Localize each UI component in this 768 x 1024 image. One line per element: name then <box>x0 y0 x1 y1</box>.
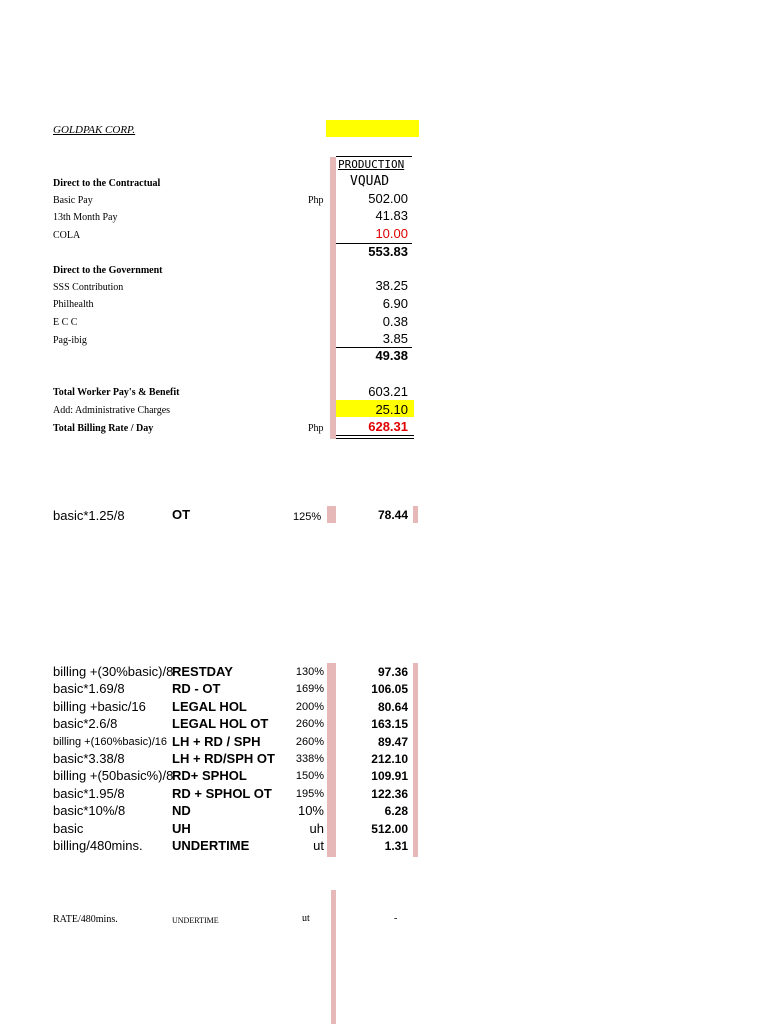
rate-code: RD - OT <box>172 681 221 696</box>
rate-value: 97.36 <box>377 665 408 679</box>
admin-label: Add: Administrative Charges <box>53 405 171 416</box>
total-billing-value: 628.31 <box>368 419 408 434</box>
total-billing-currency: Php <box>308 423 324 434</box>
philhealth-label: Philhealth <box>53 299 94 310</box>
ot-formula: basic*1.25/8 <box>53 508 125 523</box>
ot-divider-right <box>413 506 418 523</box>
rate-formula: billing +(160%basic)/16 <box>53 736 168 748</box>
rate-formula: billing +(50basic%)/8 <box>53 768 174 783</box>
ot-value: 78.44 <box>377 508 408 522</box>
rate-pct: 130% <box>295 666 324 678</box>
rate-formula: basic*1.69/8 <box>53 681 125 696</box>
ot-code: OT <box>172 507 191 522</box>
rate-formula: basic*1.95/8 <box>53 786 125 801</box>
rate-formula: billing +basic/16 <box>53 699 146 714</box>
rate-pct: 260% <box>295 718 324 730</box>
basic-pay-value: 502.00 <box>368 191 408 206</box>
rate-code: UH <box>172 821 191 836</box>
rate-value: 106.05 <box>371 682 408 696</box>
rate-formula: basic*2.6/8 <box>53 716 118 731</box>
rate-value: 212.10 <box>371 752 408 766</box>
header-highlight <box>326 120 419 137</box>
rate-formula: billing +(30%basic)/8 <box>53 664 174 679</box>
ecc-value: 0.38 <box>382 314 408 329</box>
rate-pct: 200% <box>295 701 324 713</box>
rate-pct: uh <box>309 821 324 836</box>
billing-rule-2 <box>336 438 414 439</box>
rate-code: ND <box>172 803 191 818</box>
rate-pct: 260% <box>295 736 324 748</box>
rate-code: RD + SPHOL OT <box>172 786 272 801</box>
sss-value: 38.25 <box>375 278 408 293</box>
ot-divider-left <box>327 506 336 523</box>
rate-code: RD+ SPHOL <box>172 768 247 783</box>
rates-divider-left <box>327 663 336 857</box>
rate-pct: 169% <box>295 683 324 695</box>
contractual-heading: Direct to the Contractual <box>53 178 161 189</box>
basic-pay-currency: Php <box>308 195 324 206</box>
rate-value: 80.64 <box>377 700 408 714</box>
rate-formula: basic*3.38/8 <box>53 751 125 766</box>
admin-value: 25.10 <box>375 402 408 417</box>
pagibig-label: Pag-ibig <box>53 335 87 346</box>
rate-pct: ut <box>313 838 324 853</box>
footer-pct: ut <box>302 913 310 924</box>
rate-value: 163.15 <box>371 717 408 731</box>
government-subtotal: 49.38 <box>375 348 408 363</box>
rate-formula: billing/480mins. <box>53 838 143 853</box>
column-subtitle: VQUAD <box>350 174 390 189</box>
rate-code: LH + RD/SPH OT <box>172 751 275 766</box>
total-billing-label: Total Billing Rate / Day <box>53 423 154 434</box>
government-heading: Direct to the Government <box>53 265 163 276</box>
rate-value: 1.31 <box>384 839 408 853</box>
footer-value: - <box>394 913 398 924</box>
footer-code: UNDERTIME <box>172 916 219 925</box>
footer-formula: RATE/480mins. <box>53 914 118 925</box>
contractual-subtotal: 553.83 <box>368 244 408 259</box>
rate-value: 512.00 <box>371 822 408 836</box>
rate-formula: basic*10%/8 <box>53 803 126 818</box>
billing-rule-1 <box>336 435 414 436</box>
company-name: GOLDPAK CORP. <box>53 124 136 136</box>
rate-code: LH + RD / SPH <box>172 734 261 749</box>
rate-pct: 10% <box>297 803 324 818</box>
column-title: PRODUCTION <box>338 158 405 171</box>
rate-code: RESTDAY <box>172 664 233 679</box>
rate-value: 89.47 <box>377 735 408 749</box>
rate-code: UNDERTIME <box>172 838 250 853</box>
total-worker-label: Total Worker Pay's & Benefit <box>53 387 180 398</box>
ecc-label: E C C <box>53 317 78 328</box>
rate-pct: 150% <box>295 770 324 782</box>
rate-code: LEGAL HOL <box>172 699 247 714</box>
13th-month-label: 13th Month Pay <box>53 212 118 223</box>
rates-divider-right <box>413 663 418 857</box>
rate-value: 109.91 <box>371 769 408 783</box>
cola-value: 10.00 <box>375 226 408 241</box>
rate-value: 6.28 <box>384 804 408 818</box>
sss-label: SSS Contribution <box>53 282 124 293</box>
rate-pct: 195% <box>295 788 324 800</box>
footer-divider <box>331 890 336 1024</box>
total-worker-value: 603.21 <box>368 384 408 399</box>
rate-code: LEGAL HOL OT <box>172 716 269 731</box>
pagibig-value: 3.85 <box>382 331 408 346</box>
13th-month-value: 41.83 <box>375 208 408 223</box>
ot-pct: 125% <box>293 511 322 523</box>
rate-pct: 338% <box>295 753 324 765</box>
rate-value: 122.36 <box>371 787 408 801</box>
header-rule <box>336 156 412 157</box>
cola-label: COLA <box>53 230 81 241</box>
philhealth-value: 6.90 <box>382 296 408 311</box>
basic-pay-label: Basic Pay <box>53 195 93 206</box>
rate-formula: basic <box>53 821 84 836</box>
